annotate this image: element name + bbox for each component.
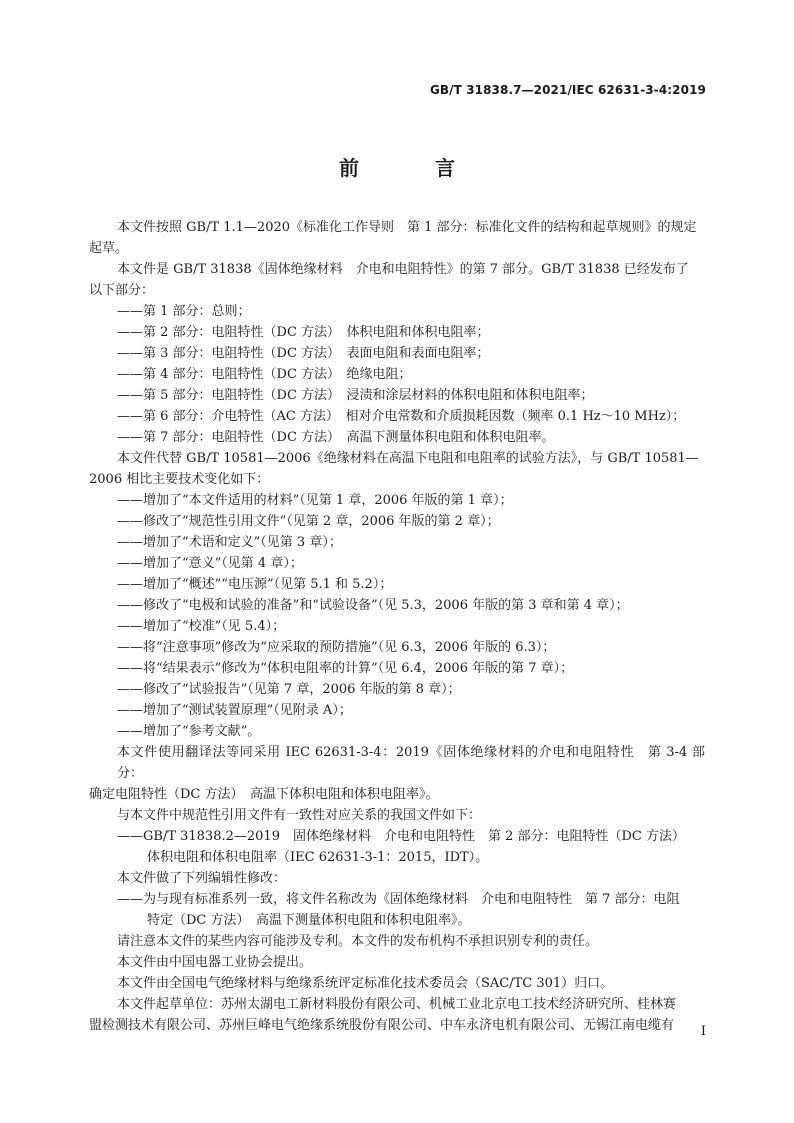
- list-item: ——第 1 部分：总则；: [117, 304, 251, 319]
- list-item: ——第 5 部分：电阻特性（DC 方法） 浸渍和涂层材料的体积电阻和体积电阻率；: [117, 388, 594, 403]
- paragraph: 本文件代替 GB/T 10581—2006《绝缘材料在高温下电阻和电阻率的试验方法》，与 GB/T 10581—: [117, 451, 699, 466]
- list-item: ——将“结果表示”修改为“体积电阻率的计算”（见 6.4，2006 年版的第 7 章）；: [117, 661, 574, 676]
- paragraph-continuation: 以下部分：: [89, 283, 155, 298]
- paragraph: 本文件做了下列编辑性修改：: [117, 871, 287, 886]
- standard-code: GB/T 31838.7—2021/IEC 62631-3-4:2019: [429, 83, 706, 97]
- list-item: ——增加了“测试装置原理”（见附录 A）；: [117, 703, 352, 718]
- list-item: ——第 3 部分：电阻特性（DC 方法） 表面电阻和表面电阻率；: [117, 346, 490, 361]
- list-item: ——增加了“校准”（见 5.4）；: [117, 619, 286, 634]
- list-item: ——第 7 部分：电阻特性（DC 方法） 高温下测量体积电阻和体积电阻率。: [117, 430, 555, 445]
- list-item: ——增加了“术语和定义”（见第 3 章）；: [117, 535, 342, 550]
- list-item: ——增加了“意义”（见第 4 章）；: [117, 556, 303, 571]
- list-item-continuation: 体积电阻和体积电阻率（IEC 62631-3-1：2015，IDT）。: [147, 850, 489, 865]
- list-item: ——增加了“概述”“电压源”（见第 5.1 和 5.2）；: [117, 577, 393, 592]
- list-item: ——修改了“试验报告”（见第 7 章，2006 年版的第 8 章）；: [117, 682, 461, 697]
- page-title: 前 言: [339, 156, 483, 180]
- paragraph-continuation: 确定电阻特性（DC 方法） 高温下体积电阻和体积电阻率》。: [89, 787, 439, 802]
- paragraph: 本文件是 GB/T 31838《固体绝缘材料 介电和电阻特性》的第 7 部分。GB/T 31838 已经发布了: [117, 262, 689, 277]
- page-number: I: [700, 1024, 706, 1039]
- list-item: ——将“注意事项”修改为“应采取的预防措施”（见 6.3，2006 年版的 6.3）；: [117, 640, 556, 655]
- list-item: ——第 2 部分：电阻特性（DC 方法） 体积电阻和体积电阻率；: [117, 325, 490, 340]
- list-item-continuation: 特定（DC 方法） 高温下测量体积电阻和体积电阻率》。: [147, 913, 471, 928]
- paragraph: 本文件由全国电气绝缘材料与绝缘系统评定标准化技术委员会（SAC/TC 301）归口。: [117, 976, 614, 991]
- paragraph: 与本文件中规范性引用文件有一致性对应关系的我国文件如下：: [117, 808, 482, 823]
- paragraph: 本文件按照 GB/T 1.1—2020《标准化工作导则 第 1 部分：标准化文件的结构和起草规则》的规定: [117, 220, 697, 235]
- paragraph: 本文件由中国电器工业协会提出。: [117, 955, 313, 970]
- paragraph-continuation: 起草。: [89, 241, 129, 256]
- paragraph: 本文件起草单位：苏州太湖电工新材料股份有限公司、机械工业北京电工技术经济研究所、桂林赛: [117, 997, 677, 1012]
- list-item: ——增加了“参考文献”。: [117, 724, 261, 739]
- list-item: ——修改了“规范性引用文件”（见第 2 章，2006 年版的第 2 章）；: [117, 514, 500, 529]
- list-item: ——第 6 部分：介电特性（AC 方法） 相对介电常数和介质损耗因数（频率 0.1 Hz～10 MHz）；: [117, 409, 686, 424]
- document-body: [89, 217, 705, 1036]
- list-item: ——为与现有标准系列一致，将文件名称改为《固体绝缘材料 介电和电阻特性 第 7 部分：电阻: [117, 892, 680, 907]
- paragraph-continuation: 2006 相比主要技术变化如下：: [89, 472, 270, 487]
- list-item: ——增加了“本文件适用的材料”（见第 1 章，2006 年版的第 1 章）；: [117, 493, 513, 508]
- paragraph: 本文件使用翻译法等同采用 IEC 62631-3-4：2019《固体绝缘材料的介电和电阻特性 第 3-4 部分：: [117, 745, 705, 781]
- paragraph-continuation: 盟检测技术有限公司、苏州巨峰电气绝缘系统股份有限公司、中车永济电机有限公司、无锡江南电缆有: [89, 1018, 675, 1033]
- list-item: ——GB/T 31838.2—2019 固体绝缘材料 介电和电阻特性 第 2 部分：电阻特性（DC 方法）: [117, 829, 686, 844]
- list-item: ——修改了“电极和试验的准备”和“试验设备”（见 5.3，2006 年版的第 3 章和第 4 章）；: [117, 598, 629, 613]
- list-item: ——第 4 部分：电阻特性（DC 方法） 绝缘电阻；: [117, 367, 412, 382]
- paragraph: 请注意本文件的某些内容可能涉及专利。本文件的发布机构不承担识别专利的责任。: [117, 934, 599, 949]
